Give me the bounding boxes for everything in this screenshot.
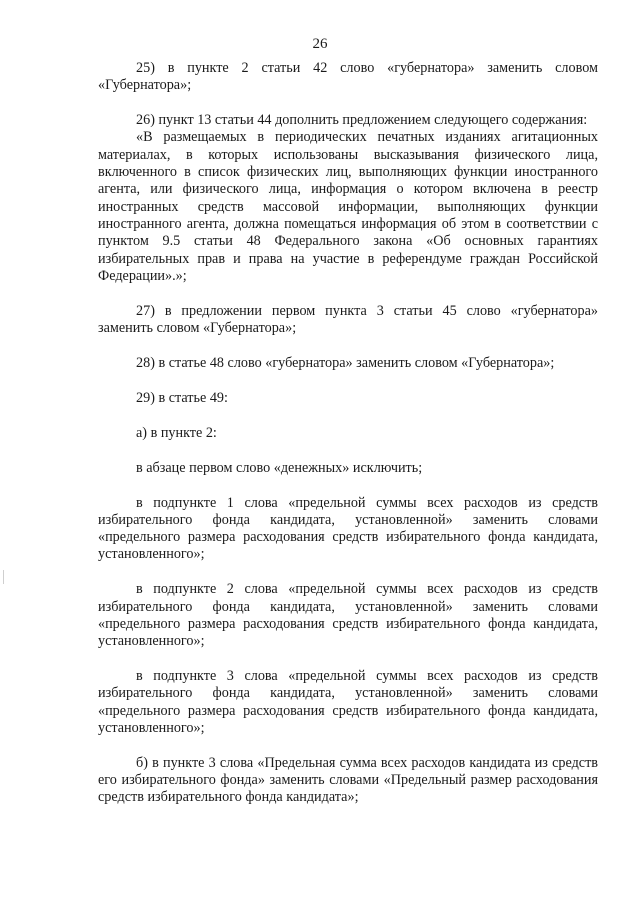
paragraph-29a-item-2: в подпункте 1 слова «предельной суммы всех расходов из средств избирательного фонда кандидата, установленной» заменить словами «предельного размера расходования средств избирательного фонда кандидата, установленного»; <box>98 494 598 563</box>
paragraph-29a-item-4: в подпункте 3 слова «предельной суммы всех расходов из средств избирательного фонда кандидата, установленной» заменить словами «предельного размера расходования средств избирательного фонда кандидата, установленного»; <box>98 668 598 736</box>
paragraph-26-intro: 26) пункт 13 статьи 44 дополнить предложением следующего содержания: <box>136 112 588 129</box>
paragraph-26-quote: «В размещаемых в периодических печатных изданиях агитационных материалах, в которых использованы высказывания физического лица, включенного в список физических лиц, выполняющих функции иностранного агента, или физического лица, информация о котором включена в реестр иностранных средств массовой информации, выполняющих функции иностранного агента, должна помещаться информация об этом в соответствии с пунктом 9.5 статьи 48 Федерального закона «Об основных гарантиях избирательных прав и права на участие в референдуме граждан Российской Федерации».»; <box>98 129 598 284</box>
page-number: 26 <box>312 36 328 52</box>
paragraph-26-block <box>98 112 598 285</box>
paragraph-27: 27) в предложении первом пункта 3 статьи 45 слово «губернатора» заменить словом «Губернатора»; <box>98 302 598 337</box>
scan-artifact-line <box>3 570 4 584</box>
paragraph-29a-item-3: в подпункте 2 слова «предельной суммы всех расходов из средств избирательного фонда кандидата, установленной» заменить словами «предельного размера расходования средств избирательного фонда кандидата, установленного»; <box>98 581 598 650</box>
paragraph-29a-item-1: в абзаце первом слово «денежных» исключить; <box>136 459 423 476</box>
document-body <box>98 60 598 807</box>
paragraph-29b: б) в пункте 3 слова «Предельная сумма всех расходов кандидата из средств его избирательного фонда» заменить словами «Предельный размер расходования средств избирательного фонда кандидата»; <box>98 754 598 806</box>
paragraph-25: 25) в пункте 2 статьи 42 слово «губернатора» заменить словом «Губернатора»; <box>98 60 598 94</box>
paragraph-28: 28) в статье 48 слово «губернатора» заменить словом «Губернатора»; <box>136 354 555 371</box>
paragraph-29: 29) в статье 49: <box>136 389 228 406</box>
paragraph-29a: а) в пункте 2: <box>136 424 217 441</box>
